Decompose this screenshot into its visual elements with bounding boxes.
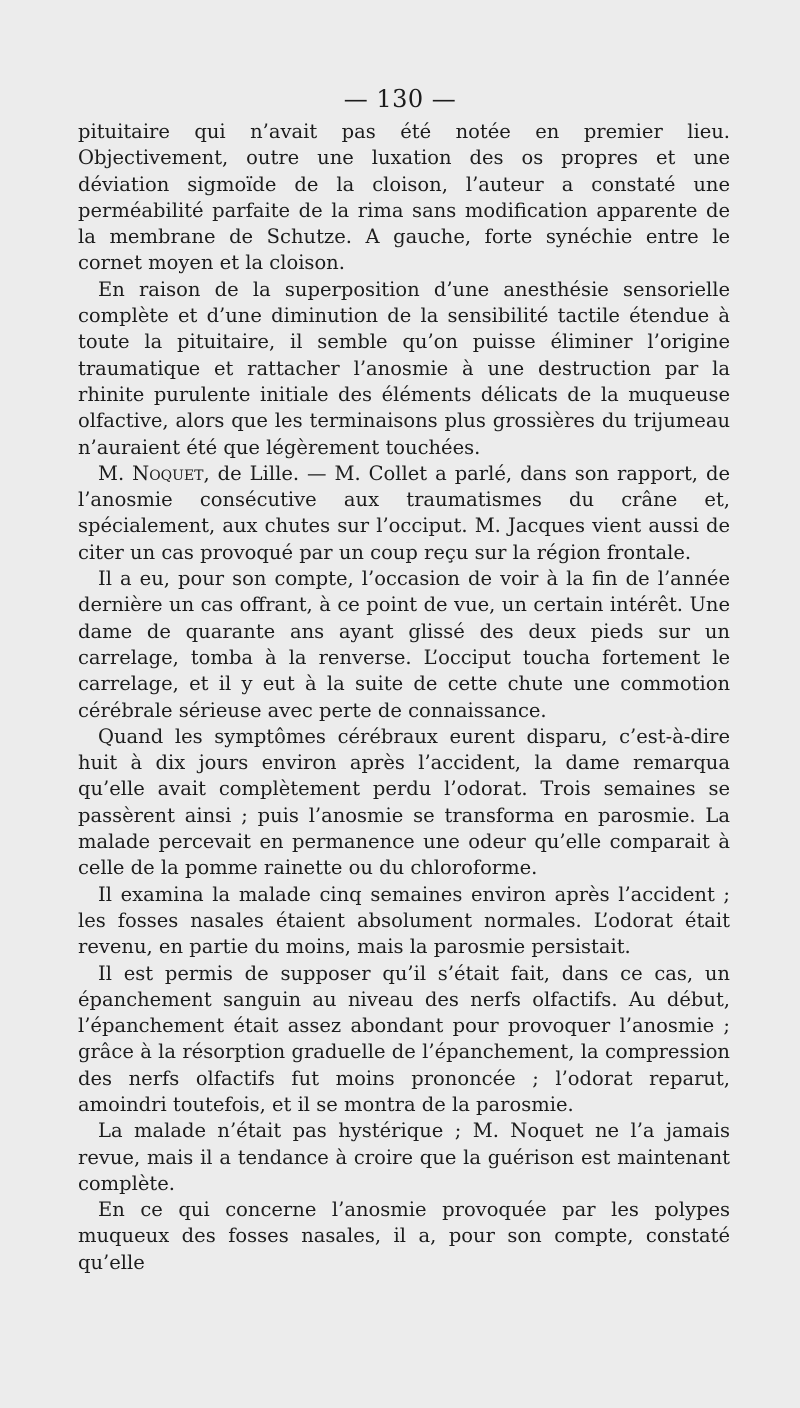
paragraph-prognosis: La malade n’était pas hystérique ; M. Noquet ne l’a jamais revue, mais il a tendance à croire que la guérison est maintenant complète. [78,1119,730,1195]
paragraph-case-description: Il a eu, pour son compte, l’occasion de voir à la fin de l’année dernière un cas offrant, à ce point de vue, un certain intérêt. Une dame de quarante ans ayant glissé des deux pieds sur un carrelage, tomba à la renverse. L’occiput toucha fortement le carrelage, et il y eut à la suite de cette chute une commotion cérébrale sérieuse avec perte de connaissance. [78,567,730,722]
page-body [78,119,730,1276]
speaker-prefix: M. [98,461,125,485]
speaker-remarks: , de Lille. — M. Collet a parlé, dans son rapport, de l’anosmie consécutive aux traumatismes du crâne et, spécialement, aux chutes sur l’occiput. M. Jacques vient aussi de citer un cas provoqué par un coup reçu sur la région frontale. [78,461,730,564]
paragraph-symptoms: Quand les symptômes cérébraux eurent disparu, c’est-à-dire huit à dix jours environ après l’accident, la dame remarqua qu’elle avait complètement perdu l’odorat. Trois semaines se passèrent ainsi ; puis l’anosmie se transforma en parosmie. La malade percevait en permanence une odeur qu’elle comparait à celle de la pomme rainette ou du chloroforme. [78,724,730,880]
paragraph-hypothesis: Il est permis de supposer qu’il s’était fait, dans ce cas, un épanchement sanguin au niveau des nerfs olfactifs. Au début, l’épanchement était assez abondant pour provoquer l’anosmie ; grâce à la résorption graduelle de l’épanchement, la compression des nerfs olfactifs fut moins prononcée ; l’odorat reparut, amoindri toutefois, et il se montra de la parosmie. [78,961,730,1116]
paragraph-continuation: pituitaire qui n’avait pas été notée en premier lieu. Objectivement, outre une luxation des os propres et une déviation sigmoïde de la cloison, l’auteur a constaté une perméabilité parfaite de la rima sans modification apparente de la membrane de Schutze. A gauche, forte synéchie entre le cornet moyen et la cloison. [78,120,730,275]
page-number: — 130 — [343,85,457,113]
speaker-name: Noquet [132,461,204,485]
paragraph-noquet-intro [78,461,730,566]
paragraph-examination: Il examina la malade cinq semaines environ après l’accident ; les fosses nasales étaient absolument normales. L’odorat était revenu, en partie du moins, mais la parosmie persistait. [78,882,730,959]
paragraph-anesthesia: En raison de la superposition d’une anesthésie sensorielle complète et d’une diminution de la sensibilité tactile étendue à toute la pituitaire, il semble qu’on puisse éliminer l’origine traumatique et rattacher l’anosmie à une destruction par la rhinite purulente initiale des éléments délicats de la muqueuse olfactive, alors que les terminaisons plus grossières du trijumeau n’auraient été que légèrement touchées. [78,277,730,459]
paragraph-polyps: En ce qui concerne l’anosmie provoquée par les polypes muqueux des fosses nasales, il a, pour son compte, constaté qu’elle [78,1198,730,1274]
